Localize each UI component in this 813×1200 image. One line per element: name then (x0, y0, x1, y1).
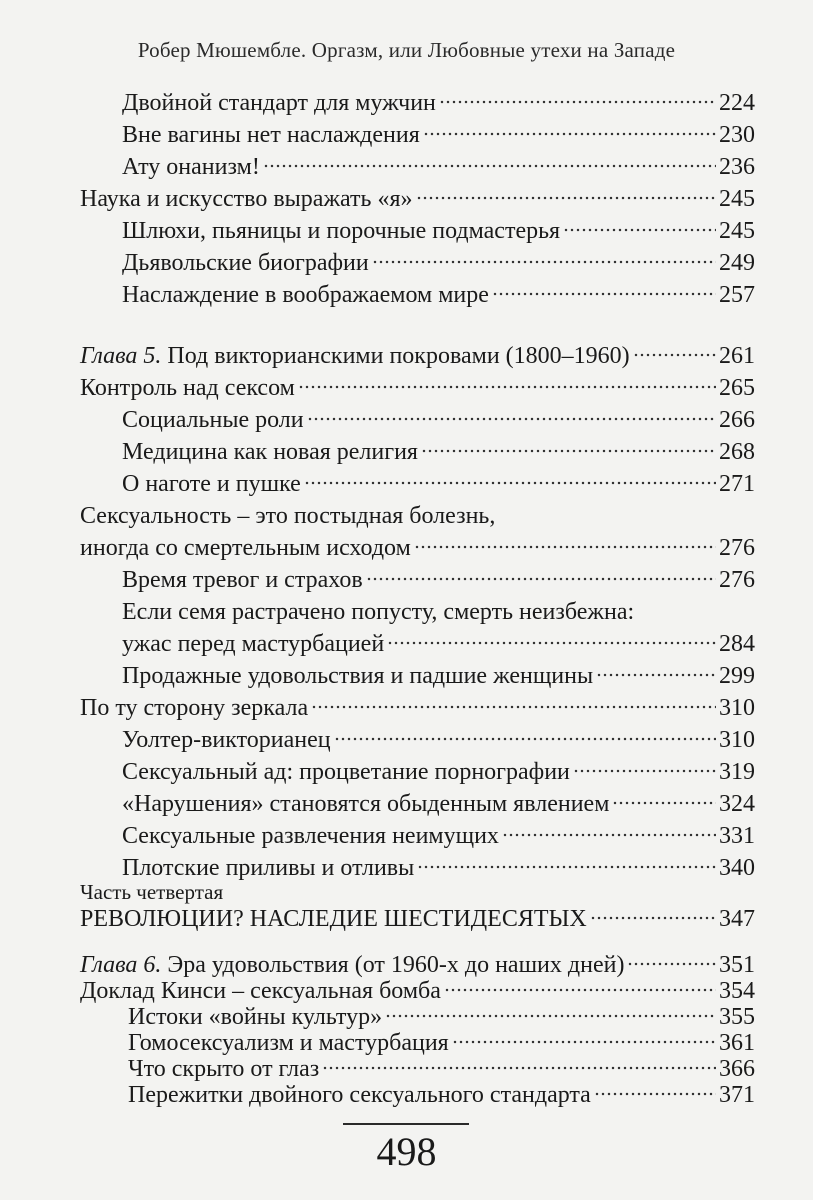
toc-entry (122, 437, 755, 467)
toc-entry (122, 565, 755, 595)
leader-dots (311, 705, 716, 709)
toc-entry (80, 533, 755, 563)
leader-dots (590, 916, 716, 920)
toc-entry-page: 276 (719, 567, 755, 593)
toc-entry-page: 266 (719, 407, 755, 433)
toc-entry (122, 757, 755, 787)
toc-entry-title (80, 341, 630, 371)
toc-entry-title: Шлюхи, пьяницы и порочные подмастерья (122, 218, 561, 244)
toc-entry-page: 284 (719, 631, 755, 657)
leader-dots (633, 353, 716, 357)
toc-entry-title: О наготе и пушке (122, 471, 301, 497)
toc-entry (122, 661, 755, 691)
toc-entry (80, 693, 755, 723)
toc-entry-title: «Нарушения» становятся обыденным явлением (122, 791, 610, 817)
toc-entry-title: Контроль над сексом (80, 375, 295, 401)
toc-entry-title: Что скрыто от глаз (128, 1056, 320, 1082)
leader-dots (594, 1092, 716, 1096)
toc-entry-page: 230 (719, 122, 755, 148)
toc-entry-title: Пережитки двойного сексуального стандарта (128, 1082, 591, 1108)
toc-entry (122, 152, 755, 182)
toc-entry-page: 331 (719, 823, 755, 849)
toc-entry-page: 249 (719, 250, 755, 276)
toc-entry-title: Уолтер-викторианец (122, 727, 331, 753)
toc-entry-title: По ту сторону зеркала (80, 695, 309, 721)
toc-entry-title: Наслаждение в воображаемом мире (122, 282, 489, 308)
leader-dots (563, 228, 716, 232)
toc-entry-page: 361 (719, 1030, 755, 1056)
toc-entry-title: Двойной стандарт для мужчин (122, 90, 436, 116)
toc-entry (128, 1080, 755, 1110)
leader-dots (492, 292, 716, 296)
toc-entry-page: 261 (719, 343, 755, 369)
toc-entry-page: 265 (719, 375, 755, 401)
toc-entry-page: 276 (719, 535, 755, 561)
chapter-title: Под викторианскими покровами (1800–1960) (167, 343, 630, 369)
leader-dots (596, 673, 716, 677)
toc-entry-page: 299 (719, 663, 755, 689)
leader-dots (322, 1066, 716, 1070)
leader-dots (387, 641, 716, 645)
leader-dots (421, 449, 716, 453)
toc-entry (122, 789, 755, 819)
toc-entry-page: 351 (719, 952, 755, 978)
leader-dots (307, 417, 716, 421)
toc-chapter-entry (80, 341, 755, 371)
leader-dots (366, 577, 716, 581)
leader-dots (627, 962, 716, 966)
toc-entry-title: Дьявольские биографии (122, 250, 369, 276)
toc-entry-title-line1: Если семя растрачено попусту, смерть неизбежна: (122, 599, 635, 625)
leader-dots (502, 833, 716, 837)
toc-entry-page: 245 (719, 218, 755, 244)
toc-entry-page: 257 (719, 282, 755, 308)
leader-dots (423, 132, 716, 136)
toc-entry-title: Сексуальный ад: процветание порнографии (122, 759, 570, 785)
toc-entry (122, 120, 755, 150)
leader-dots (372, 260, 716, 264)
toc-entry-page: 324 (719, 791, 755, 817)
toc-entry-page: 319 (719, 759, 755, 785)
toc-entry (122, 280, 755, 310)
toc-entry-page: 340 (719, 855, 755, 881)
toc-entry-page: 371 (719, 1082, 755, 1108)
toc-entry-title: Вне вагины нет наслаждения (122, 122, 420, 148)
chapter-label: Глава 5. (80, 343, 162, 369)
toc-entry (80, 184, 755, 214)
leader-dots (439, 100, 716, 104)
toc-entry (122, 725, 755, 755)
toc-entry-title: Продажные удовольствия и падшие женщины (122, 663, 594, 689)
leader-dots (416, 196, 716, 200)
toc-entry-title: Доклад Кинси – сексуальная бомба (80, 978, 441, 1004)
footer-rule (343, 1123, 469, 1125)
part-label: Часть четвертая (80, 880, 224, 904)
toc-entry-page: 224 (719, 90, 755, 116)
leader-dots (452, 1040, 716, 1044)
toc-entry (122, 821, 755, 851)
toc-part-entry (80, 904, 755, 934)
toc-entry-title: Плотские приливы и отливы (122, 855, 415, 881)
toc-entry-page: 271 (719, 471, 755, 497)
toc-entry-page: 310 (719, 727, 755, 753)
toc-entry-title: Истоки «войны культур» (128, 1004, 383, 1030)
toc-entry (122, 248, 755, 278)
leader-dots (304, 481, 716, 485)
toc-entry-page: 268 (719, 439, 755, 465)
toc-entry-page: 354 (719, 978, 755, 1004)
leader-dots (298, 385, 716, 389)
toc-entry (80, 373, 755, 403)
part-title: РЕВОЛЮЦИИ? НАСЛЕДИЕ ШЕСТИДЕСЯТЫХ (80, 906, 587, 932)
toc-entry-title-line2: ужас перед мастурбацией (122, 631, 385, 657)
toc-entry-page: 355 (719, 1004, 755, 1030)
toc-entry (122, 629, 755, 659)
toc-entry-title: Ату онанизм! (122, 154, 260, 180)
leader-dots (417, 865, 716, 869)
chapter-label: Глава 6. (80, 952, 162, 978)
toc-entry-page: 236 (719, 154, 755, 180)
leader-dots (573, 769, 716, 773)
toc-entry-page: 310 (719, 695, 755, 721)
toc-entry-title: Время тревог и страхов (122, 567, 363, 593)
page-number: 498 (376, 1129, 437, 1174)
toc-entry-title: Сексуальные развлечения неимущих (122, 823, 499, 849)
toc-entry-title-line2: иногда со смертельным исходом (80, 535, 411, 561)
toc-entry (122, 216, 755, 246)
toc-entry-title: Наука и искусство выражать «я» (80, 186, 413, 212)
toc-entry-page: 347 (719, 906, 755, 932)
toc-entry-title-line1: Сексуальность – это постыдная болезнь, (80, 503, 496, 529)
leader-dots (612, 801, 716, 805)
leader-dots (334, 737, 716, 741)
toc-entry (122, 88, 755, 118)
toc-entry-page: 245 (719, 186, 755, 212)
leader-dots (444, 988, 716, 992)
toc-entry (122, 405, 755, 435)
leader-dots (414, 545, 716, 549)
toc-entry-title: Социальные роли (122, 407, 304, 433)
leader-dots (385, 1014, 716, 1018)
running-header: Робер Мюшембле. Оргазм, или Любовные утехи на Западе (137, 38, 676, 62)
toc-entry-title: Гомосексуализм и мастурбация (128, 1030, 449, 1056)
toc-entry-page: 366 (719, 1056, 755, 1082)
chapter-title: Эра удовольствия (от 1960-х до наших дней) (167, 952, 625, 978)
leader-dots (263, 164, 716, 168)
toc-entry-title: Медицина как новая религия (122, 439, 418, 465)
toc-entry (122, 469, 755, 499)
